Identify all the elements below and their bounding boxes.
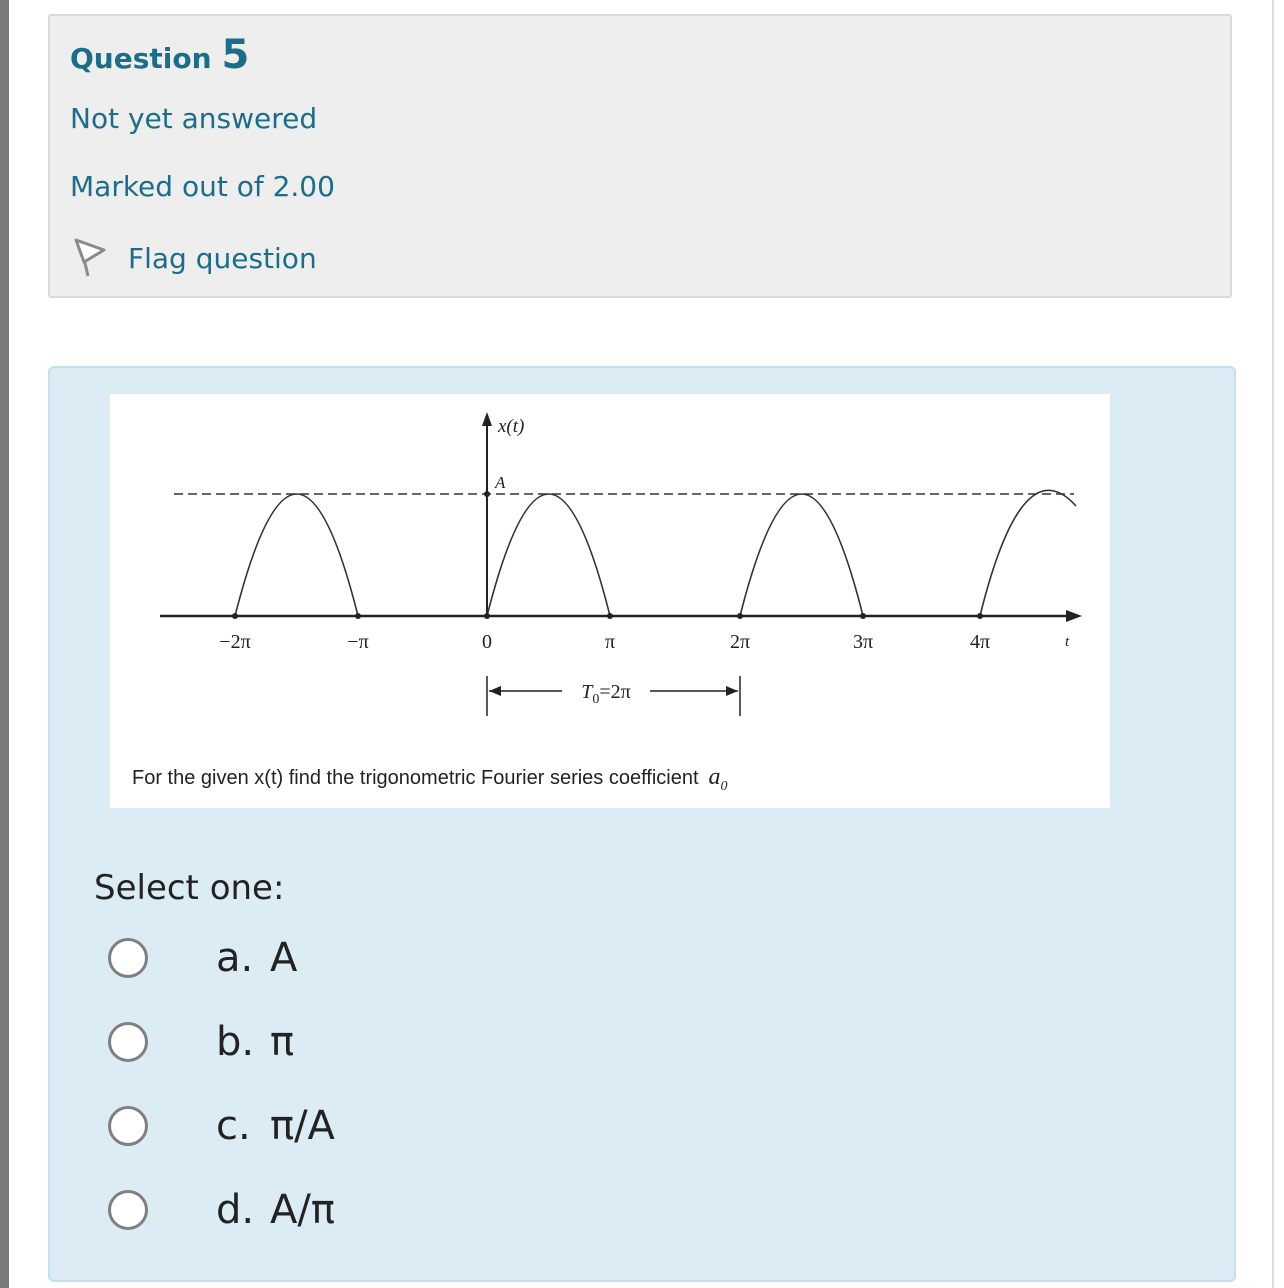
amplitude-label: A xyxy=(495,473,506,492)
question-label: Question xyxy=(70,42,212,75)
option-letter: c. xyxy=(216,1103,251,1149)
time-axis-arrow xyxy=(1066,610,1082,622)
coefficient-symbol: $a_0$ xyxy=(708,764,728,794)
tick-label: π xyxy=(604,631,616,653)
answer-option-d[interactable] xyxy=(108,1180,335,1240)
zero-point-dot xyxy=(607,613,613,619)
radio-button[interactable] xyxy=(108,1190,148,1230)
y-axis-arrow xyxy=(482,412,492,426)
zero-point-dot xyxy=(977,613,983,619)
radio-button[interactable] xyxy=(108,1022,148,1062)
question-state: Not yet answered xyxy=(70,102,318,135)
option-letter: a. xyxy=(216,935,254,981)
question-number: 5 xyxy=(221,32,250,78)
signal-arch-4 xyxy=(980,490,1076,616)
option-letter: b. xyxy=(216,1019,255,1065)
amplitude-dot xyxy=(484,491,490,497)
option-text: π xyxy=(270,1019,295,1065)
zero-point-dot xyxy=(737,613,743,619)
zero-point-dot xyxy=(355,613,361,619)
signal-arch-3 xyxy=(740,494,863,616)
signal-plot xyxy=(110,394,1110,808)
radio-button[interactable] xyxy=(108,938,148,978)
tick-label: 3π xyxy=(852,631,874,653)
answer-option-a[interactable] xyxy=(108,928,297,988)
tick-label: 4π xyxy=(969,631,991,653)
signal-figure xyxy=(110,394,1110,808)
time-axis-label: t xyxy=(1065,634,1070,650)
flag-question-link[interactable] xyxy=(70,236,317,280)
option-text: π/A xyxy=(270,1103,335,1149)
question-prompt xyxy=(132,764,728,795)
tick-label: −π xyxy=(347,631,369,653)
tick-labels xyxy=(219,631,990,653)
tick-label: 0 xyxy=(482,631,492,653)
zero-point-dot xyxy=(232,613,238,619)
option-text: A/π xyxy=(270,1187,335,1233)
tick-label: 2π xyxy=(729,631,751,653)
question-prompt-text: For the given x(t) find the trigonometric Fourier series coefficient xyxy=(132,767,699,789)
radio-button[interactable] xyxy=(108,1106,148,1146)
period-right-arrow xyxy=(726,686,738,696)
question-content-panel xyxy=(48,366,1236,1282)
period-left-arrow xyxy=(489,686,501,696)
question-info-panel xyxy=(48,14,1232,298)
tick-label: −2π xyxy=(219,631,251,653)
question-grade: Marked out of 2.00 xyxy=(70,170,335,203)
option-text: A xyxy=(270,935,298,981)
signal-arch-1 xyxy=(235,494,358,616)
zero-point-dot xyxy=(860,613,866,619)
answer-option-c[interactable] xyxy=(108,1096,335,1156)
flag-icon xyxy=(70,236,108,280)
select-one-label: Select one: xyxy=(94,868,285,908)
option-letter: d. xyxy=(216,1187,255,1233)
flag-question-label: Flag question xyxy=(128,241,317,275)
question-title xyxy=(70,32,249,78)
period-label: $T_0=2\pi$ xyxy=(581,681,631,707)
y-axis-label: x(t) xyxy=(498,416,525,437)
signal-arch-2 xyxy=(487,494,610,616)
answer-option-b[interactable] xyxy=(108,1012,294,1072)
page-right-border xyxy=(1272,0,1274,1288)
page-left-border xyxy=(0,0,9,1288)
zero-point-dot xyxy=(484,613,490,619)
